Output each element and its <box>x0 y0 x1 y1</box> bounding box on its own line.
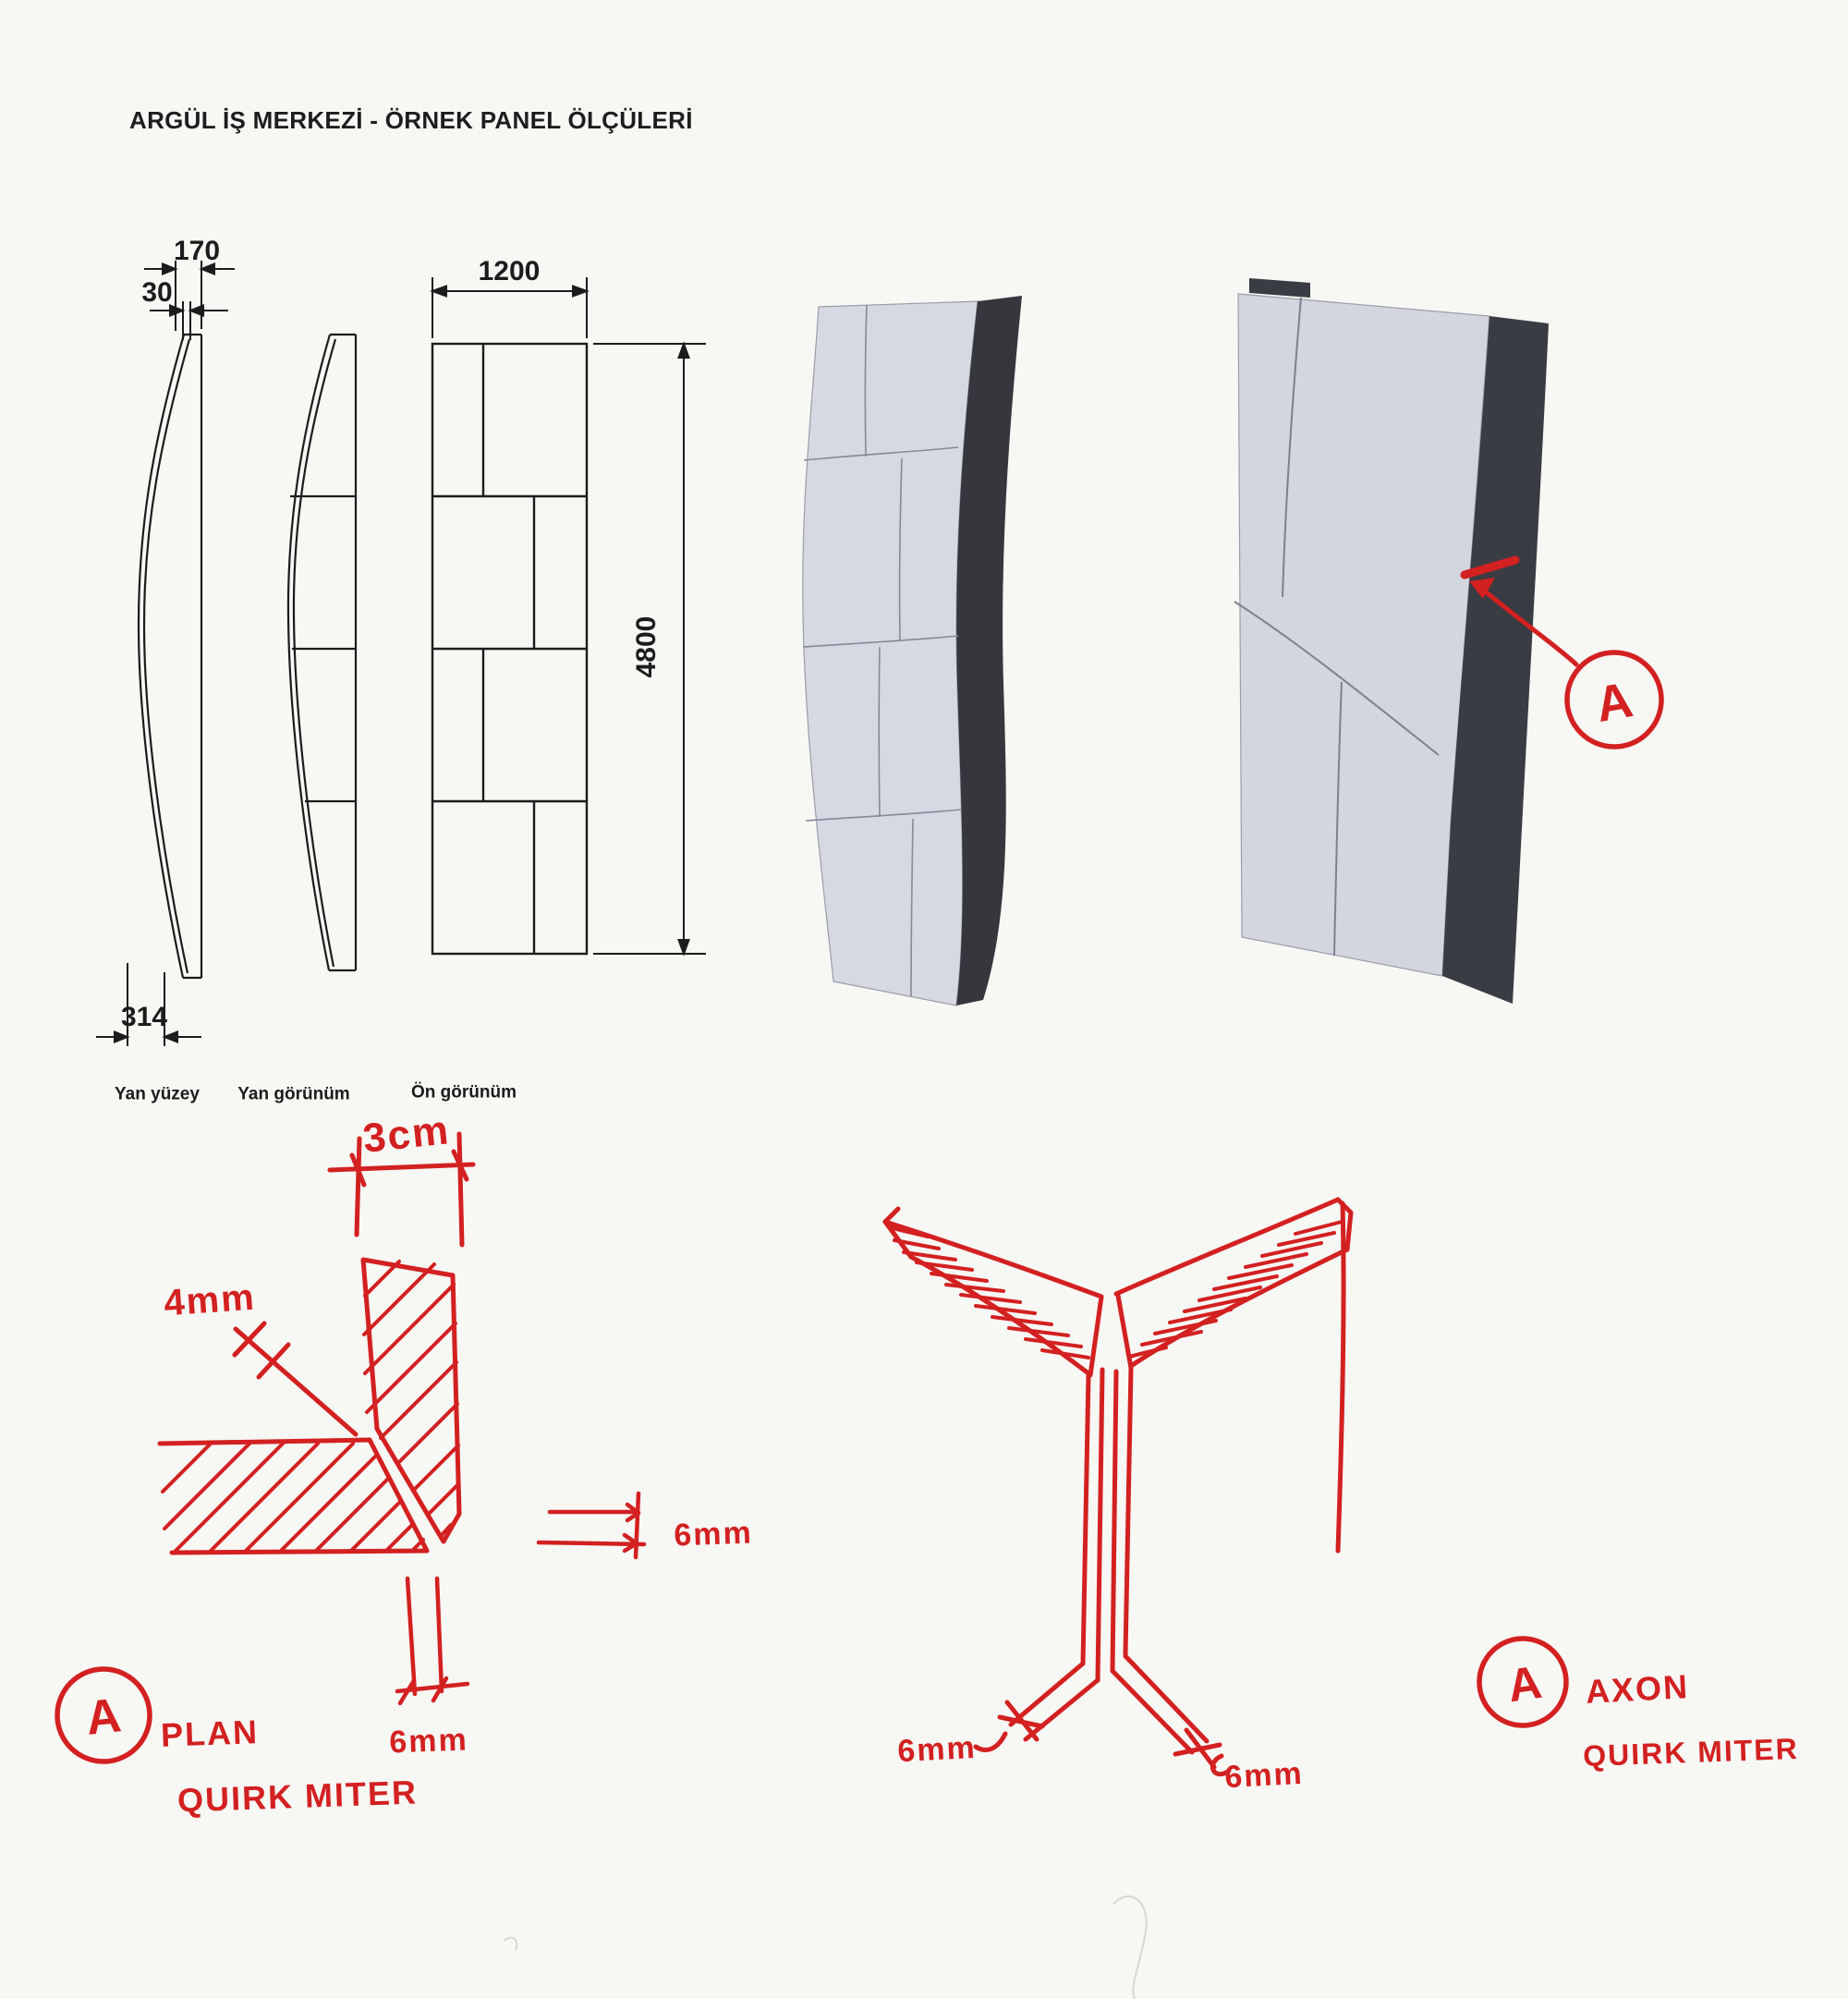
hatching <box>364 1262 458 1536</box>
detail-marker-letter: A <box>1591 672 1637 733</box>
front-view <box>432 344 587 954</box>
axon-marker-letter: A <box>1504 1655 1545 1713</box>
view-label-front-view: Ön görünüm <box>411 1082 517 1103</box>
dim-314-label: 314 <box>120 1002 168 1032</box>
dim-170-label: 170 <box>173 236 221 266</box>
sheet-title: ARGÜL İŞ MERKEZİ - ÖRNEK PANEL ÖLÇÜLERİ <box>129 106 693 134</box>
scan-artifacts <box>504 1896 1147 1999</box>
dim-1200-label: 1200 <box>478 256 541 286</box>
axon-dim-6mm-left: 6mm <box>896 1729 978 1770</box>
plan-dim-6mm-bottom: 6mm <box>388 1722 469 1761</box>
dim-6mm-bottom-lines <box>397 1578 468 1703</box>
view-label-side-surface: Yan yüzey <box>115 1084 200 1104</box>
plan-caption-line2: QUIRK MITER <box>176 1773 419 1820</box>
render-curved-panel-full <box>803 296 1022 1006</box>
side-profile-view <box>139 335 201 978</box>
render-curved-panel-closeup <box>1234 278 1549 1004</box>
view-label-side-view: Yan görünüm <box>237 1084 350 1104</box>
hatching <box>163 1444 423 1551</box>
axon-caption-line1: AXON <box>1584 1667 1690 1711</box>
plan-dim-6mm-side: 6mm <box>673 1515 754 1554</box>
plan-dim-3cm: 3cm <box>360 1107 453 1162</box>
side-view <box>288 335 356 970</box>
axon-dim-6mm-right: 6mm <box>1223 1755 1305 1796</box>
dim-4800-label: 4800 <box>631 616 662 678</box>
dim-30-label: 30 <box>141 277 173 308</box>
dim-4mm-lines <box>235 1323 356 1434</box>
hatching <box>889 1227 1088 1358</box>
axon-quirk-miter-sketch <box>885 1200 1566 1774</box>
plan-dim-4mm: 4mm <box>162 1276 258 1324</box>
axon-caption-line2: QUIRK MITER <box>1582 1731 1800 1774</box>
dim-6mm-side-lines <box>539 1493 644 1557</box>
plan-marker-letter: A <box>83 1688 124 1746</box>
plan-caption-line1: PLAN <box>160 1713 260 1754</box>
plan-quirk-miter-sketch <box>57 1134 644 1761</box>
